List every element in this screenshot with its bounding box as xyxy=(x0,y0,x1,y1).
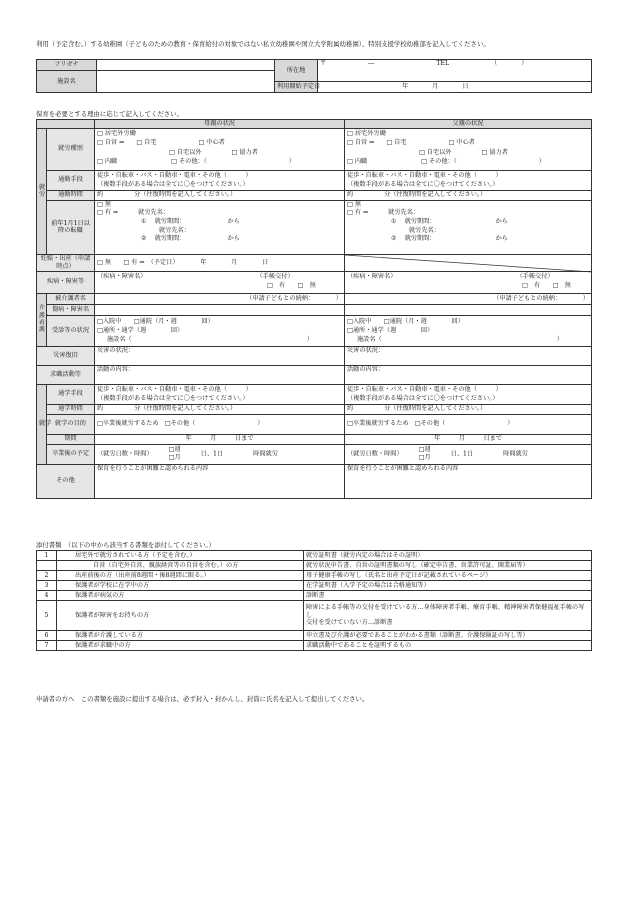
school-commute-options[interactable]: 徒歩・自転車・バス・自動車・電車・その他（ ） xyxy=(347,386,502,394)
school-time-label: 通学時間 xyxy=(47,404,95,414)
attach-no xyxy=(37,561,57,571)
father-care-illness[interactable] xyxy=(345,304,592,315)
attach-row xyxy=(37,641,592,651)
piecework-checkbox[interactable]: □ 内職 xyxy=(347,158,368,166)
father-disaster[interactable]: 災害の状況： xyxy=(345,346,592,365)
father-job-change[interactable]: □ 無 □ 有 ⇒ 就労先名： ① 就労期間： から 就労先名： ② 就労期間： から xyxy=(345,200,592,254)
care-illness-label: 傷病・障害名 xyxy=(47,304,95,315)
handbook-checkbox[interactable]: □ 有 □ 無 xyxy=(267,281,316,289)
disaster-label: 災害復旧 xyxy=(37,346,95,365)
attach-case: 出産前後の方（出産前8週間・後8週間に限る。） xyxy=(57,571,304,581)
attach-document-text: 申立書及び介護が必要であることがわかる書類（診断書、介護保険証の写し等） xyxy=(306,631,529,639)
outside-home-checkbox[interactable]: □ 自宅以外 xyxy=(419,148,452,156)
outside-work-checkbox[interactable]: □ 居宅外労働 xyxy=(97,129,136,137)
father-care-relation[interactable]: （申請子どもとの続柄： ） xyxy=(345,293,592,304)
attach-document-text-2: 交付を受けていない方…診断書 xyxy=(306,619,393,627)
father-col-header: 父親の状況 xyxy=(345,120,592,129)
furigana-field[interactable] xyxy=(97,60,275,71)
jobseek-label: 求職活動等 xyxy=(37,365,95,384)
attach-document-text: 求職活動中であることを証明するもの xyxy=(306,641,412,649)
work-type-label: 就労種別 xyxy=(47,128,95,170)
school-period-field[interactable]: 年 月 日まで xyxy=(95,434,345,444)
tel-paren-close: ） xyxy=(521,60,528,67)
school-purpose-label: 就学の目的 xyxy=(47,414,95,434)
care-person-label: 被介護者名 xyxy=(47,293,95,304)
attach-document xyxy=(304,641,592,651)
school-commute-options[interactable]: 徒歩・自転車・バス・自動車・電車・その他（ ） xyxy=(97,386,252,394)
attach-case: 保護者が学校に在学中の方 xyxy=(57,581,304,591)
school-time-field[interactable]: 約 分（往復時間を記入してください。） xyxy=(345,404,592,414)
mother-illness[interactable]: （疾病・障害名） （手帳交付） □ 有 □ 無 xyxy=(95,271,345,293)
job-change-label: 前年1月1日以降の転職 xyxy=(47,200,95,254)
attach-document-text: 就労状況申告書、自営の証明書類の写し（確定申告書、営業許可証、開業届等） xyxy=(306,561,529,569)
school-period-field[interactable]: 年 月 日まで xyxy=(345,434,592,444)
illness-label: 疾病・障害等 xyxy=(37,271,95,293)
other-label: その他 xyxy=(37,464,95,498)
pregnancy-label: 妊娠・出産（申請時点） xyxy=(37,254,95,271)
attach-case: 居宅外で就労されている方（予定を含む。） xyxy=(57,551,304,561)
commute-time-field[interactable]: 約 分（往復時間を記入してください。） xyxy=(345,190,592,200)
attach-document-text: 障害による手帳等の交付を受けている方…身体障害者手帳、療育手帳、精神障害者保健福祉手帳の写し xyxy=(306,603,585,619)
other-checkbox[interactable]: □ その他：（ xyxy=(171,158,207,166)
footer-note: 申請者の方へ この書類を施設に提出する場合は、必ず封入・封かんし、封筒に氏名を記入して提出してください。 xyxy=(36,695,369,703)
furigana-label: フリガナ xyxy=(37,60,97,71)
mother-care-relation[interactable]: （申請子どもとの続柄： ） xyxy=(95,293,345,304)
attach-no: 1 xyxy=(37,551,57,561)
attach-no: 3 xyxy=(37,581,57,591)
postal-mark: 〒 xyxy=(320,60,327,67)
day-label: 日 xyxy=(462,83,469,91)
father-care-status[interactable]: □入院中 □通院（月・週 回） □通所・通学（週 回） 施設名（ ） xyxy=(345,315,592,346)
father-illness[interactable]: （疾病・障害名） （手帳交付） □ 有 □ 無 xyxy=(345,271,592,293)
attach-document xyxy=(304,571,592,581)
mother-after-graduation[interactable]: （就労日数・時間） □週 □月 日、1日 時間就労 xyxy=(95,444,345,464)
attach-row xyxy=(37,561,592,571)
paren-close: ） xyxy=(538,158,545,166)
attach-case: 保護者が介護している方 xyxy=(57,631,304,641)
outside-work-checkbox[interactable]: □ 居宅外労働 xyxy=(347,129,386,137)
intro-text: 利用（予定含む。）する幼稚園（子どものための教育・保育給付の対象ではない私立幼稚園や国立大学附属幼稚園）、特別支援学校幼稚部を記入してください。 xyxy=(36,40,490,48)
mother-disaster[interactable]: 災害の状況： xyxy=(95,346,345,365)
postal-dash: ― xyxy=(368,60,375,67)
father-other[interactable]: 保育を行うことが困難と認められる内容 xyxy=(345,464,592,498)
commute-note: （複数手段がある場合は全てに〇をつけてください。） xyxy=(347,181,499,189)
attach-document-text: 就労証明書（就労内定の場合はその証明） xyxy=(306,551,424,559)
attach-document xyxy=(304,591,592,601)
attach-document xyxy=(304,551,592,561)
attach-document xyxy=(304,601,592,631)
attach-case: 保護者が障害をお持ちの方 xyxy=(57,601,304,631)
attach-row xyxy=(37,571,592,581)
start-date-field[interactable] xyxy=(318,82,592,93)
commute-note: （複数手段がある場合は全てに〇をつけてください。） xyxy=(97,181,249,189)
attach-table xyxy=(36,550,592,651)
attach-document xyxy=(304,581,592,591)
attach-case: 自営（自宅外自営、親族経営等の自営を含む。）の方 xyxy=(57,561,304,571)
attach-row xyxy=(37,591,592,601)
attach-document-text: 在学証明書（入学予定の場合は合格通知等） xyxy=(306,581,430,589)
attach-case: 保護者が求職中の方 xyxy=(57,641,304,651)
tel-label: TEL xyxy=(436,60,450,67)
attach-row xyxy=(37,551,592,561)
commute-time-label: 通勤時間 xyxy=(47,190,95,200)
start-date-label: 利用開始予定日 xyxy=(275,82,318,93)
paren-close: ） xyxy=(288,158,295,166)
father-jobseek[interactable]: 活動の内容： xyxy=(345,365,592,384)
mother-care-illness[interactable] xyxy=(95,304,345,315)
attach-no: 5 xyxy=(37,601,57,631)
center-checkbox[interactable]: □ 中心者 xyxy=(198,139,225,147)
facility-table xyxy=(36,59,592,93)
self-employed-checkbox[interactable]: □ 自営 ⇒ xyxy=(347,139,375,147)
attach-heading: 添付書類 （以下の中から該当する書類を添付してください。） xyxy=(36,541,215,549)
attach-case: 保護者が病気の方 xyxy=(57,591,304,601)
job-change-none-checkbox[interactable]: □ 無 xyxy=(97,200,112,208)
year-label: 年 xyxy=(402,83,409,91)
mother-jobseek[interactable]: 活動の内容： xyxy=(95,365,345,384)
father-work-type[interactable] xyxy=(345,128,592,170)
reason-heading: 保育を必要とする理由に応じて記入してください。 xyxy=(36,110,183,118)
helper-checkbox[interactable]: □ 協力者 xyxy=(231,148,258,156)
attach-document xyxy=(304,561,592,571)
school-period-label: 期間 xyxy=(47,434,95,444)
address-field[interactable] xyxy=(318,60,592,82)
commute-label: 通勤手段 xyxy=(47,170,95,190)
mother-care-status[interactable]: □入院中 □通院（月・週 回） □通所・通学（週 回） 施設名（ ） xyxy=(95,315,345,346)
job-change-yes-checkbox[interactable]: □ 有 ⇒ xyxy=(347,209,369,217)
other-checkbox[interactable]: □ その他：（ xyxy=(421,158,457,166)
attach-row xyxy=(37,631,592,641)
pregnancy-field[interactable]: □ 無 □ 有 ⇒ （予定日） 年 月 日 xyxy=(95,254,345,271)
mother-job-change[interactable]: □ 無 □ 有 ⇒ 就労先名： ① 就労期間： から 就労先名： ② 就労期間： から xyxy=(95,200,345,254)
outside-home-checkbox[interactable]: □ 自宅以外 xyxy=(169,148,202,156)
center-checkbox[interactable]: □ 中心者 xyxy=(448,139,475,147)
month-label: 月 xyxy=(432,83,439,91)
father-after-graduation[interactable]: （就労日数・時間） □週 □月 日、1日 時間就労 xyxy=(345,444,592,464)
attach-no: 7 xyxy=(37,641,57,651)
school-group-label: 就学 xyxy=(37,384,47,464)
attach-row xyxy=(37,601,592,631)
attach-document-text: 診断書 xyxy=(306,591,325,599)
attach-document-text: 母子健康手帳の写し（氏名と出産予定日が記載されているページ） xyxy=(306,571,492,579)
helper-checkbox[interactable]: □ 協力者 xyxy=(481,148,508,156)
tel-paren-open: （ xyxy=(491,60,498,67)
mother-work-type[interactable] xyxy=(95,128,345,170)
commute-time-field[interactable]: 約 分（往復時間を記入してください。） xyxy=(95,190,345,200)
piecework-checkbox[interactable]: □ 内職 xyxy=(97,158,118,166)
school-purpose-field[interactable]: □卒業後就労するため □その他（ ） xyxy=(95,414,345,434)
reason-table: 母親の状況 父親の状況 就労 就労種別 □ 居宅外労働 □ 自営 ⇒ □ 自宅 □ 中心者 □ 自宅以外 □ 協力者 □ 内職 □ その他：（ ） □ 居宅外労働 □ 自営 ⇒ □ 自宅 □ 中心者 □ 自宅以外 □ 協力者 □ 内職 □ その他：（ ） 通勤手段 徒歩・自転車・バス・自動車・電車・その他（ ） （複数手段がある場合は全てに〇をつけてください。） 徒歩・自転車・バス・自動車・電車・その他（ ） （複数手段がある場合は全てに〇をつけてください。） 通勤時間 約 分（往復時間を記入してください。） 約 分（往復時間を記入してください。） 前年1月1日以降の転職 □ 無 □ 有 ⇒ 就労先名： ① 就労期間： から 就労先名： ② 就労期間： から □ 無 □ 有 ⇒ 就労先名： ① 就労期間： から 就労先名： ② 就労期間： から 妊娠・出産（申請時点） □ 無 □ 有 ⇒ （予定日） 年 月 日 疾病・障害等 （疾病・障害名） （手帳交付） □ 有 □ 無 （疾病・障害名） （手帳交付） □ 有 □ 無 介護・看護 被介護者名 （申請子どもとの続柄： ） （申請子どもとの続柄： ） 傷病・障害名 受診等の状況 □入院中 □通院（月・週 回） □通所・通学（週 回） 施設名（ ） □入院中 □通院（月・週 回） □通所・通学（週 回） 施設名（ ） 災害復旧 災害の状況： 災害の状況： 求職活動等 活動の内容： 活動の内容： 就学 通学手段 徒歩・自転車・バス・自動車・電車・その他（ ） （複数手段がある場合は全てに〇をつけてください。） 徒歩・自転車・バス・自動車・電車・その他（ ） （複数手段がある場合は全てに〇をつけてください。） 通学時間 約 分（往復時間を記入してください。） 約 分（往復時間を記入してください。） 就学の目的 □卒業後就労するため □その他（ ） □卒業後就労するため □その他（ ） 期間 年 月 日まで 年 月 日まで 卒業後の予定 （就労日数・時間） □週 □月 日、1日 時間就労 （就労日数・時間） □週 □月 日、1日 時間就労 その他 保育を行うことが困難と認められる内容 保育を行うことが困難と認められる内容 xyxy=(36,119,592,499)
mother-col-header: 母親の状況 xyxy=(95,120,345,129)
home-checkbox[interactable]: □ 自宅 xyxy=(136,139,157,147)
attach-no: 2 xyxy=(37,571,57,581)
attach-no: 6 xyxy=(37,631,57,641)
care-status-label: 受診等の状況 xyxy=(47,315,95,346)
father-pregnancy-na xyxy=(345,254,592,271)
commute-options[interactable]: 徒歩・自転車・バス・自動車・電車・その他（ ） xyxy=(97,172,252,180)
attach-document xyxy=(304,631,592,641)
commute-options[interactable]: 徒歩・自転車・バス・自動車・電車・その他（ ） xyxy=(347,172,502,180)
school-purpose-field[interactable]: □卒業後就労するため □その他（ ） xyxy=(345,414,592,434)
mother-other[interactable]: 保育を行うことが困難と認められる内容 xyxy=(95,464,345,498)
work-group-label: 就労 xyxy=(37,128,47,254)
facility-name-label: 施設名 xyxy=(37,71,97,93)
after-graduation-label: 卒業後の予定 xyxy=(47,444,95,464)
self-employed-checkbox[interactable]: □ 自営 ⇒ xyxy=(97,139,125,147)
attach-row xyxy=(37,581,592,591)
school-time-field[interactable]: 約 分（往復時間を記入してください。） xyxy=(95,404,345,414)
handbook-checkbox[interactable]: □ 有 □ 無 xyxy=(522,281,571,289)
job-change-yes-checkbox[interactable]: □ 有 ⇒ xyxy=(97,209,119,217)
care-group-label: 介護・看護 xyxy=(37,293,47,346)
job-change-none-checkbox[interactable]: □ 無 xyxy=(347,200,362,208)
school-commute-label: 通学手段 xyxy=(47,384,95,404)
facility-name-field[interactable] xyxy=(97,71,275,93)
attach-no: 4 xyxy=(37,591,57,601)
address-label: 所在地 xyxy=(275,60,318,82)
home-checkbox[interactable]: □ 自宅 xyxy=(386,139,407,147)
diagonal-line xyxy=(345,255,592,272)
